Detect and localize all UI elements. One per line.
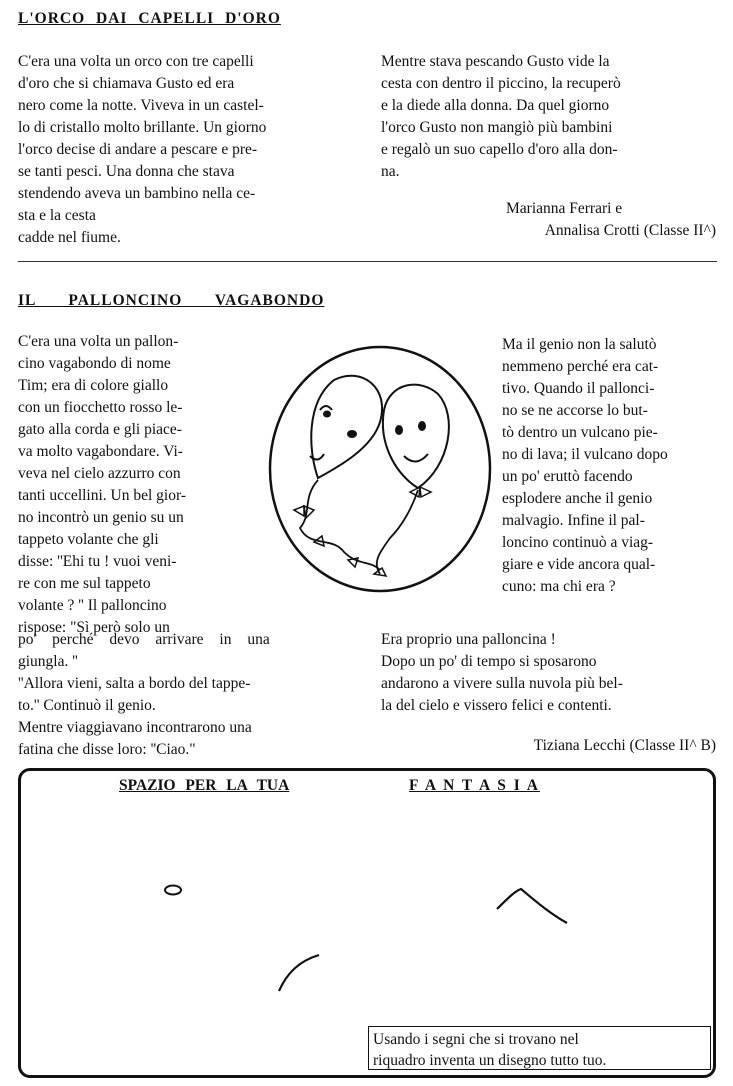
text-line: gato alla corda e gli piace- bbox=[18, 421, 182, 438]
arc-mark bbox=[279, 955, 319, 991]
story1-signature bbox=[480, 198, 716, 242]
text-line: andarono a vivere sulla nuvola più bel- bbox=[381, 675, 623, 692]
eye bbox=[395, 425, 403, 435]
story2-right-column bbox=[502, 334, 716, 598]
signature-line: Marianna Ferrari e bbox=[506, 200, 623, 217]
text-line: loncino continuò a viag- bbox=[502, 534, 654, 551]
story1-left-column bbox=[18, 51, 360, 249]
text-line: se tanti pesci. Una donna che stava bbox=[18, 163, 235, 180]
text-line: volante ? '' Il palloncino bbox=[18, 597, 167, 614]
oval-mark bbox=[165, 886, 181, 895]
story2-right-wide bbox=[381, 629, 717, 717]
text-line: no se ne accorse lo but- bbox=[502, 402, 648, 419]
text-line: tivo. Quando il pallonci- bbox=[502, 380, 655, 397]
text-line: fatina che disse loro: ''Ciao." bbox=[18, 741, 196, 758]
text-line: giare e vide ancora qual- bbox=[502, 556, 656, 573]
text-line: Ma il genio non la salutò bbox=[502, 336, 657, 353]
text-line: Tim; era di colore giallo bbox=[18, 377, 169, 394]
text-line: un po' eruttò facendo bbox=[502, 468, 633, 485]
bow bbox=[410, 487, 431, 497]
fantasy-drawing-box bbox=[18, 768, 716, 1078]
text-line: nemmeno perché era cat- bbox=[502, 358, 659, 375]
text-line: to.'' Continuò il genio. bbox=[18, 697, 156, 714]
balloon-left bbox=[311, 376, 382, 478]
text-line: cesta con dentro il piccino, la recuperò bbox=[381, 75, 621, 92]
eye bbox=[320, 406, 332, 410]
text-line: e regalò un suo capello d'oro alla don- bbox=[381, 141, 618, 158]
section-divider bbox=[18, 261, 717, 262]
eye bbox=[323, 411, 331, 418]
story2-signature: Tiziana Lecchi (Classe II^ B) bbox=[533, 737, 716, 754]
text-line: nero come la notte. Viveva in un castel- bbox=[18, 97, 264, 114]
text-line: no di lava; il vulcano dopo bbox=[502, 446, 668, 463]
instruction-note bbox=[368, 1026, 711, 1070]
text-line: cadde nel fiume. bbox=[18, 229, 121, 246]
signature-line: Annalisa Crotti (Classe II^) bbox=[544, 222, 716, 239]
text-line: tanti uccellini. Un bel gior- bbox=[18, 487, 186, 504]
eye bbox=[347, 430, 357, 438]
story1-title: L'ORCO DAI CAPELLI D'ORO bbox=[18, 10, 281, 27]
balloon-string bbox=[300, 480, 380, 570]
bow bbox=[374, 568, 386, 576]
balloons-illustration bbox=[262, 338, 498, 600]
text-line: va molto vagabondare. Vi- bbox=[18, 443, 183, 460]
text-line: na. bbox=[381, 163, 400, 180]
text-line: ''Allora vieni, salta a bordo del tappe- bbox=[18, 675, 251, 692]
text-line: Era proprio una palloncina ! bbox=[381, 631, 556, 648]
story1-right-column bbox=[381, 51, 717, 183]
text-line: sta e la cesta bbox=[18, 207, 96, 224]
text-line: esplodere anche il genio bbox=[502, 490, 653, 507]
text-line: malvagio. Infine il pal- bbox=[502, 512, 645, 529]
text-line: disse: ''Ehi tu ! vuoi veni- bbox=[18, 553, 177, 570]
text-line: l'orco decise di andare a pescare e pre- bbox=[18, 141, 258, 158]
note-line: Usando i segni che si trovano nel bbox=[373, 1031, 579, 1048]
box-title-left: SPAZIO PER LA TUA bbox=[119, 777, 290, 794]
text-line: e la diede alla donna. Da quel giorno bbox=[381, 97, 610, 114]
note-line: riquadro inventa un disegno tutto tuo. bbox=[373, 1052, 607, 1069]
balloon-right bbox=[383, 385, 449, 488]
bow bbox=[348, 558, 358, 567]
text-line: lo di cristallo molto brillante. Un giorno bbox=[18, 119, 267, 136]
text-line: veva nel cielo azzurro con bbox=[18, 465, 181, 482]
text-line: C'era una volta un pallon- bbox=[18, 333, 179, 350]
text-line: re con me sul tappeto bbox=[18, 575, 151, 592]
text-line: C'era una volta un orco con tre capelli bbox=[18, 53, 254, 70]
text-line: stendendo aveva un bambino nella ce- bbox=[18, 185, 256, 202]
text-line: po' perché devo arrivare in una bbox=[18, 631, 270, 648]
text-line: d'oro che si chiamava Gusto ed era bbox=[18, 75, 235, 92]
text-line: tappeto volante che gli bbox=[18, 531, 159, 548]
text-line: cino vagabondo di nome bbox=[18, 355, 171, 372]
text-line: la del cielo e vissero felici e contenti. bbox=[381, 697, 612, 714]
text-line: Mentre viaggiavano incontrarono una bbox=[18, 719, 252, 736]
box-title-right: F A N T A S I A bbox=[409, 777, 540, 794]
text-line: Dopo un po' di tempo si sposarono bbox=[381, 653, 597, 670]
text-line: l'orco Gusto non mangiò più bambini bbox=[381, 119, 613, 136]
caret-mark bbox=[497, 889, 567, 923]
text-line: rispose: "Sì però solo un bbox=[18, 619, 170, 636]
text-line: giungla. '' bbox=[18, 653, 78, 670]
text-line: tò dentro un vulcano pie- bbox=[502, 424, 658, 441]
bow bbox=[294, 506, 314, 518]
text-line: Mentre stava pescando Gusto vide la bbox=[381, 53, 610, 70]
eye bbox=[418, 421, 426, 431]
text-line: cuno: ma chi era ? bbox=[502, 578, 616, 595]
story2-title: IL PALLONCINO VAGABONDO bbox=[18, 292, 325, 309]
balloon-string bbox=[377, 490, 418, 574]
story2-left-column bbox=[18, 331, 248, 639]
mouth bbox=[404, 454, 428, 462]
text-line: con un fiocchetto rosso le- bbox=[18, 399, 183, 416]
story2-left-wide bbox=[18, 629, 360, 761]
text-line: no incontrò un genio su un bbox=[18, 509, 184, 526]
